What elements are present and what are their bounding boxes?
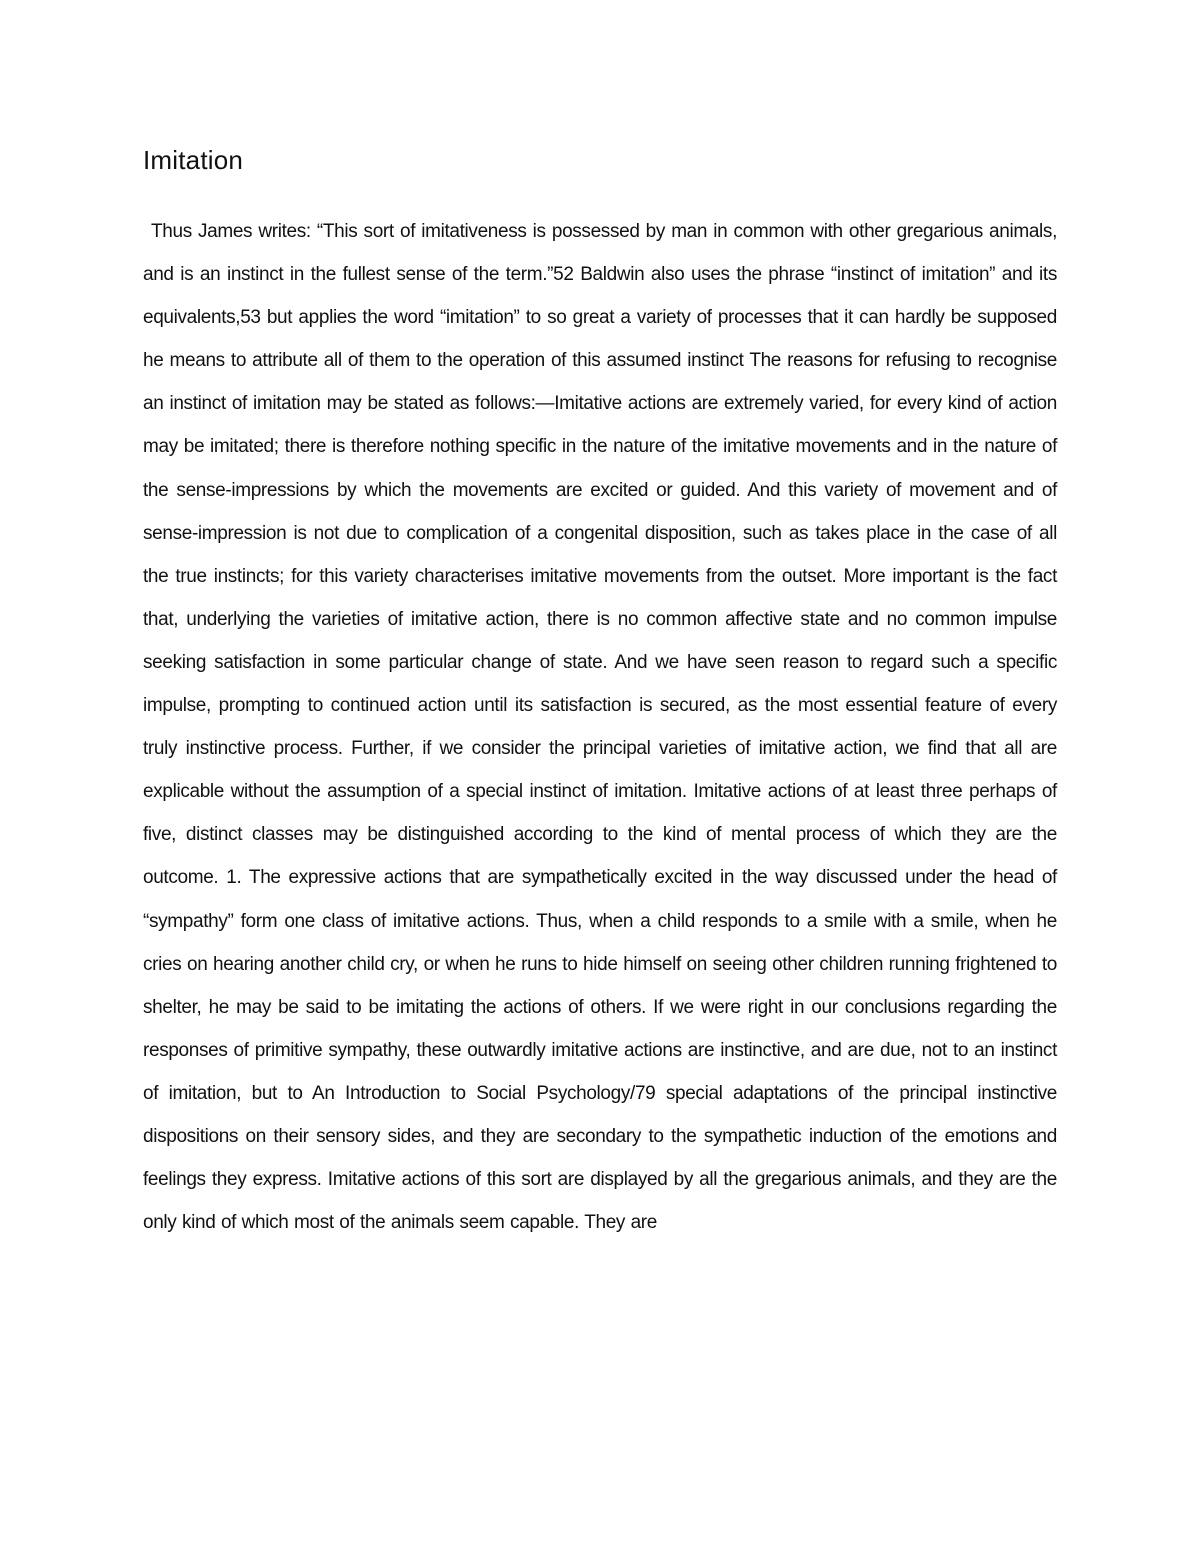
body-paragraph: Thus James writes: “This sort of imitativeness is possessed by man in common with other gregarious animals, and is an instinct in the fullest sense of the term.”52 Baldwin also uses the phrase “instinct of imitation” and its equivalents,53 but applies the word “imitation” to so great a variety of processes that it can hardly be supposed he means to attribute all of them to the operation of this assumed instinct The reasons for refusing to recognise an instinct of imitation may be stated as follows:—Imitative actions are extremely varied, for every kind of action may be imitated; there is therefore nothing specific in the nature of the imitative movements and in the nature of the sense-impressions by which the movements are excited or guided. And this variety of movement and of sense-impression is not due to complication of a congenital disposition, such as takes place in the case of all the true instincts; for this variety characterises imitative movements from the outset. More important is the fact that, underlying the varieties of imitative action, there is no common affective state and no common impulse seeking satisfaction in some particular change of state. And we have seen reason to regard such a specific impulse, prompting to continued action until its satisfaction is secured, as the most essential feature of every truly instinctive process. Further, if we consider the principal varieties of imitative action, we find that all are explicable without the assumption of a special instinct of imitation. Imitative actions of at least three perhaps of five, distinct classes may be distinguished according to the kind of mental process of which they are the outcome. 1. The expressive actions that are sympathetically excited in the way discussed under the head of “sympathy” form one class of imitative actions. Thus, when a child responds to a smile with a smile, when he cries on hearing another child cry, or when he runs to hide himself on seeing other children running frightened to shelter, he may be said to be imitating the actions of others. If we were right in our conclusions regarding the responses of primitive sympathy, these outwardly imitative actions are instinctive, and are due, not to an instinct of imitation, but to An Introduction to Social Psychology/79 special adaptations of the principal instinctive dispositions on their sensory sides, and they are secondary to the sympathetic induction of the emotions and feelings they express. Imitative actions of this sort are displayed by all the gregarious animals, and they are the only kind of which most of the animals seem capable. They are bbox=[143, 221, 1057, 1234]
document-title: Imitation bbox=[143, 145, 244, 175]
